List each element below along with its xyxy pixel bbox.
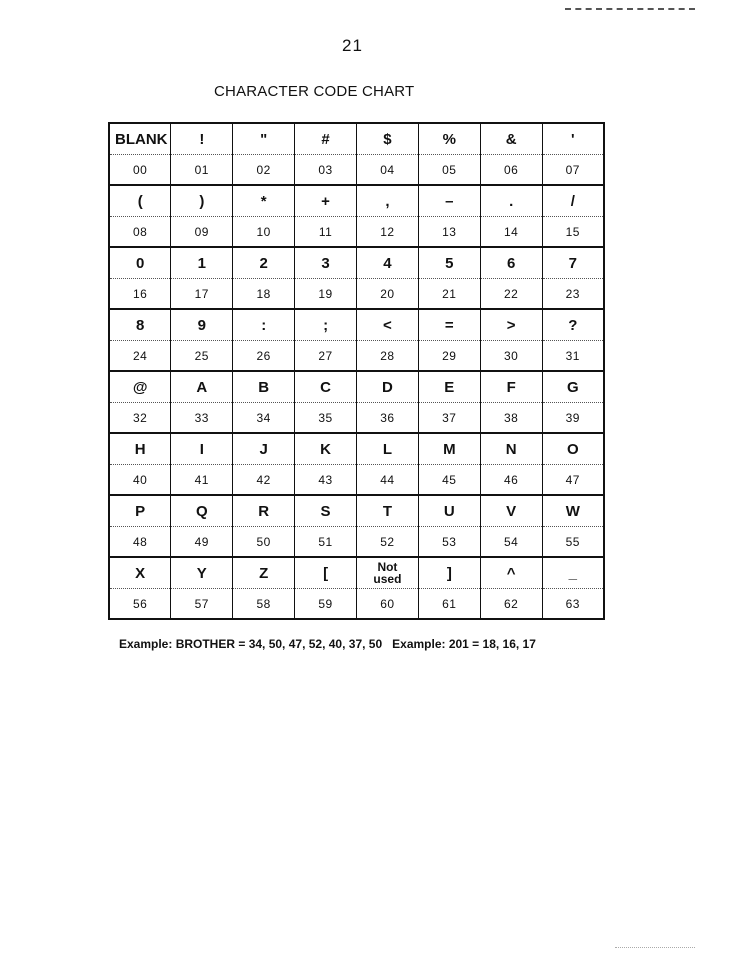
code-cell: 00 — [109, 155, 171, 186]
character-cell: < — [357, 309, 419, 341]
code-cell: 60 — [357, 589, 419, 620]
character-cell: R — [233, 495, 295, 527]
page-number: 21 — [342, 36, 363, 55]
code-row — [109, 589, 604, 620]
character-cell: D — [357, 371, 419, 403]
code-cell: 48 — [109, 527, 171, 558]
character-cell: I — [171, 433, 233, 465]
code-cell: 39 — [542, 403, 604, 434]
code-cell: 31 — [542, 341, 604, 372]
character-cell: M — [418, 433, 480, 465]
character-cell: 1 — [171, 247, 233, 279]
code-cell: 18 — [233, 279, 295, 310]
character-cell: P — [109, 495, 171, 527]
character-cell: & — [480, 123, 542, 155]
character-cell: F — [480, 371, 542, 403]
code-cell: 62 — [480, 589, 542, 620]
code-row — [109, 341, 604, 372]
code-cell: 42 — [233, 465, 295, 496]
character-cell: = — [418, 309, 480, 341]
character-cell: / — [542, 185, 604, 217]
character-cell: G — [542, 371, 604, 403]
character-cell: " — [233, 123, 295, 155]
code-cell: 38 — [480, 403, 542, 434]
page-title: CHARACTER CODE CHART — [214, 83, 415, 100]
character-code-table — [108, 122, 605, 620]
code-cell: 06 — [480, 155, 542, 186]
character-cell: V — [480, 495, 542, 527]
character-cell: Y — [171, 557, 233, 589]
code-cell: 30 — [480, 341, 542, 372]
code-cell: 50 — [233, 527, 295, 558]
character-cell: 4 — [357, 247, 419, 279]
character-cell: – — [418, 185, 480, 217]
code-cell: 45 — [418, 465, 480, 496]
code-cell: 47 — [542, 465, 604, 496]
character-cell: ^ — [480, 557, 542, 589]
character-row — [109, 371, 604, 403]
character-cell: ( — [109, 185, 171, 217]
character-cell: _ — [542, 557, 604, 589]
character-cell: A — [171, 371, 233, 403]
examples-line — [119, 637, 536, 651]
character-cell: J — [233, 433, 295, 465]
code-cell: 19 — [295, 279, 357, 310]
code-cell: 51 — [295, 527, 357, 558]
code-cell: 54 — [480, 527, 542, 558]
code-cell: 01 — [171, 155, 233, 186]
scan-artifact-top — [565, 0, 695, 10]
character-cell: $ — [357, 123, 419, 155]
character-cell: % — [418, 123, 480, 155]
code-cell: 02 — [233, 155, 295, 186]
code-cell: 37 — [418, 403, 480, 434]
character-cell: ? — [542, 309, 604, 341]
character-row — [109, 247, 604, 279]
code-cell: 04 — [357, 155, 419, 186]
character-cell: 6 — [480, 247, 542, 279]
character-cell: K — [295, 433, 357, 465]
character-cell: H — [109, 433, 171, 465]
character-cell: . — [480, 185, 542, 217]
character-cell: + — [295, 185, 357, 217]
character-cell: T — [357, 495, 419, 527]
character-cell: > — [480, 309, 542, 341]
character-cell: ) — [171, 185, 233, 217]
code-cell: 49 — [171, 527, 233, 558]
character-cell: 0 — [109, 247, 171, 279]
character-cell: Z — [233, 557, 295, 589]
character-cell: S — [295, 495, 357, 527]
code-cell: 35 — [295, 403, 357, 434]
character-cell: 7 — [542, 247, 604, 279]
character-cell: 3 — [295, 247, 357, 279]
character-cell: 2 — [233, 247, 295, 279]
code-cell: 09 — [171, 217, 233, 248]
code-cell: 08 — [109, 217, 171, 248]
character-cell: E — [418, 371, 480, 403]
code-cell: 28 — [357, 341, 419, 372]
code-row — [109, 279, 604, 310]
character-cell: O — [542, 433, 604, 465]
code-cell: 41 — [171, 465, 233, 496]
character-cell: Not used — [357, 557, 419, 589]
code-cell: 25 — [171, 341, 233, 372]
character-cell: X — [109, 557, 171, 589]
character-cell: B — [233, 371, 295, 403]
character-cell: : — [233, 309, 295, 341]
code-cell: 11 — [295, 217, 357, 248]
character-row — [109, 495, 604, 527]
code-cell: 20 — [357, 279, 419, 310]
code-cell: 10 — [233, 217, 295, 248]
code-cell: 27 — [295, 341, 357, 372]
code-cell: 40 — [109, 465, 171, 496]
character-row — [109, 433, 604, 465]
code-row — [109, 155, 604, 186]
character-cell: , — [357, 185, 419, 217]
code-cell: 59 — [295, 589, 357, 620]
code-cell: 44 — [357, 465, 419, 496]
code-cell: 46 — [480, 465, 542, 496]
character-cell: C — [295, 371, 357, 403]
code-cell: 17 — [171, 279, 233, 310]
code-cell: 57 — [171, 589, 233, 620]
code-cell: 63 — [542, 589, 604, 620]
code-cell: 05 — [418, 155, 480, 186]
code-cell: 07 — [542, 155, 604, 186]
character-cell: @ — [109, 371, 171, 403]
character-cell: ' — [542, 123, 604, 155]
code-row — [109, 403, 604, 434]
character-cell: # — [295, 123, 357, 155]
code-row — [109, 527, 604, 558]
example-brother: Example: BROTHER = 34, 50, 47, 52, 40, 37, 50 — [119, 637, 383, 651]
code-cell: 13 — [418, 217, 480, 248]
code-cell: 16 — [109, 279, 171, 310]
character-row — [109, 309, 604, 341]
character-row — [109, 185, 604, 217]
code-cell: 14 — [480, 217, 542, 248]
code-cell: 26 — [233, 341, 295, 372]
example-number: Example: 201 = 18, 16, 17 — [392, 637, 536, 651]
code-row — [109, 217, 604, 248]
character-row — [109, 123, 604, 155]
code-cell: 15 — [542, 217, 604, 248]
code-cell: 33 — [171, 403, 233, 434]
code-cell: 34 — [233, 403, 295, 434]
code-cell: 24 — [109, 341, 171, 372]
character-cell: U — [418, 495, 480, 527]
character-row — [109, 557, 604, 589]
code-cell: 12 — [357, 217, 419, 248]
code-cell: 36 — [357, 403, 419, 434]
code-cell: 21 — [418, 279, 480, 310]
character-cell: 5 — [418, 247, 480, 279]
character-cell: ; — [295, 309, 357, 341]
code-cell: 03 — [295, 155, 357, 186]
character-cell: 8 — [109, 309, 171, 341]
character-cell: L — [357, 433, 419, 465]
code-cell: 55 — [542, 527, 604, 558]
code-cell: 23 — [542, 279, 604, 310]
code-cell: 58 — [233, 589, 295, 620]
character-cell: N — [480, 433, 542, 465]
character-cell: [ — [295, 557, 357, 589]
character-cell: 9 — [171, 309, 233, 341]
character-cell: Q — [171, 495, 233, 527]
code-cell: 29 — [418, 341, 480, 372]
character-cell: ] — [418, 557, 480, 589]
character-cell: W — [542, 495, 604, 527]
code-cell: 53 — [418, 527, 480, 558]
code-cell: 56 — [109, 589, 171, 620]
character-cell: * — [233, 185, 295, 217]
code-cell: 52 — [357, 527, 419, 558]
code-cell: 43 — [295, 465, 357, 496]
scan-artifact-bottom — [615, 943, 695, 948]
character-cell: ! — [171, 123, 233, 155]
character-cell: BLANK — [109, 123, 171, 155]
code-row — [109, 465, 604, 496]
code-cell: 61 — [418, 589, 480, 620]
code-cell: 32 — [109, 403, 171, 434]
code-cell: 22 — [480, 279, 542, 310]
